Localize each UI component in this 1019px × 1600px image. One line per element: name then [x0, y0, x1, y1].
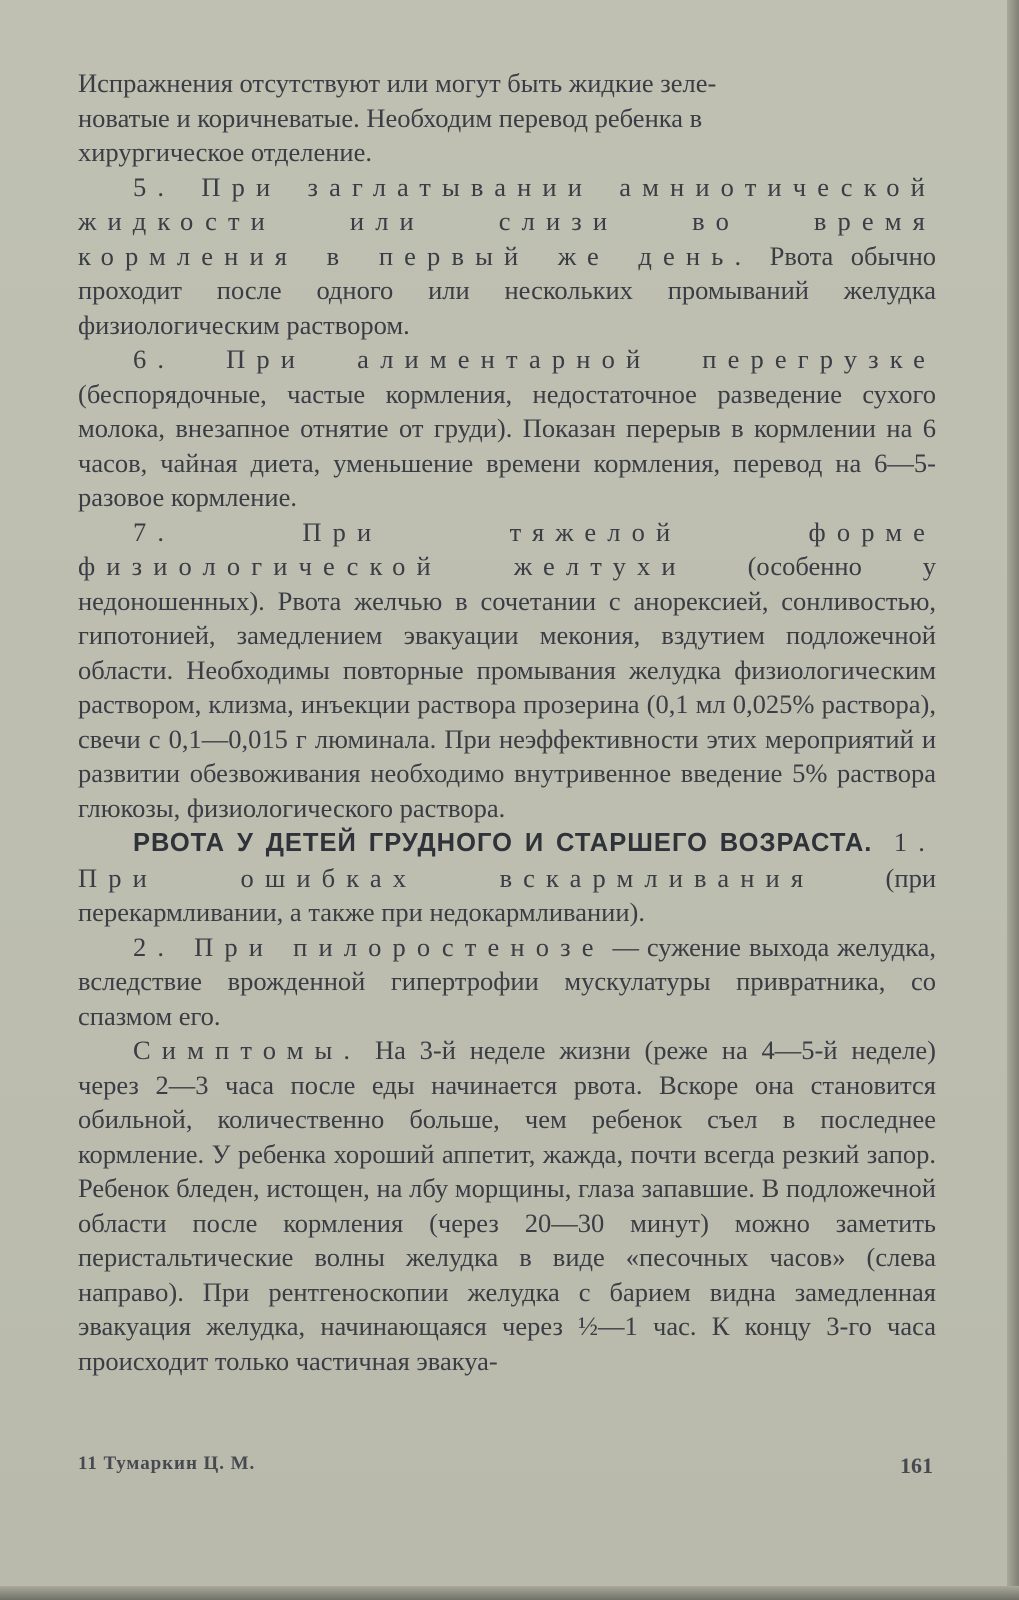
line-1: Испражнения отсутствуют или могут быть жидкие зеле-	[78, 68, 717, 98]
section-heading: РВОТА У ДЕТЕЙ ГРУДНОГО И СТАРШЕГО ВОЗРАСТА.	[133, 829, 873, 857]
item-6-spaced: 6. При алиментарной перегрузке	[133, 344, 936, 374]
item-6	[78, 342, 936, 515]
line-2: новатые и коричневатые. Необходим перевод ребенка в	[78, 102, 703, 133]
item-5-spaced: 5. При заглатывании амниотической жидкости или слизи во время кормления в первый же день.	[78, 171, 936, 271]
page-number: 161	[900, 1453, 933, 1478]
item-7	[78, 515, 936, 826]
item-7-spaced: 7. При тяжелой форме физиологической желтухи	[78, 516, 936, 581]
section-item-2-text: — сужение выхода желудка, вследствие врожденной гипертрофии мускулатуры привратника, со спазмом его.	[78, 931, 937, 1031]
item-7-text: (особенно у недоношенных). Рвота желчью в сочетании с анорексией, сонливостью, гипотонией, замедлением эвакуации мекония, вздутием подложечной области. Необходимы повторные промывания желудка физиологическим раствором, клизма, инъекции раствора прозерина (0,1 мл 0,025% раствора), свечи с 0,1—0,015 г люминала. При неэффективности этих мероприятий и развитии обезвоживания необходимо внутривенное введение 5% раствора глюкозы, физиологического раствора.	[78, 551, 937, 823]
printer-signature: 11 Тумаркин Ц. М.	[78, 1453, 256, 1474]
section-item-2	[78, 930, 936, 1034]
item-5-text: Рвота обычно проходит после одного или нескольких промываний желудка физиологическим раствором.	[78, 240, 937, 340]
symptoms-paragraph	[78, 1033, 936, 1378]
section-item-1-spaced: 1. При ошибках вскармливания	[78, 827, 936, 893]
item-5	[78, 170, 936, 343]
page-edge-shadow-right	[1007, 0, 1019, 1600]
page-text	[78, 66, 936, 1378]
section-item-2-spaced: 2. При пилоростенозе	[133, 931, 605, 962]
item-6-text: (беспорядочные, частые кормления, недостаточное разведение сухого молока, внезапное отнятие от груди). Показан перерыв в кормлении на 6 часов, чайная диета, уменьшение времени кормления, перевод на 6—5-разовое кормление.	[78, 378, 936, 512]
line-3: хирургическое отделение.	[78, 137, 372, 167]
symptoms-label: Симптомы.	[133, 1035, 362, 1065]
page-edge-shadow-bottom	[0, 1586, 1019, 1600]
section-vomiting-older	[78, 825, 936, 930]
symptoms-text: На 3-й неделе жизни (реже на 4—5-й неделе) через 2—3 часа после еды начинается рвота. Вскоре она становится обильной, количественно больше, чем ребенок съел в последнее кормление. У ребенка хороший аппетит, жажда, почти всегда резкий запор. Ребенок бледен, истощен, на лбу морщины, глаза запавшие. В подложечной области после кормления (через 20—30 минут) можно заметить перистальтические волны желудка в виде «песочных часов» (слева направо). При рентгеноскопии желудка с барием видна замедленная эвакуация желудка, начинающаяся через ½—1 час. К концу 3-го часа происходит только частичная эвакуа-	[78, 1035, 936, 1376]
section-item-1-text: (при перекармливании, а также при недокармливании).	[78, 862, 936, 927]
